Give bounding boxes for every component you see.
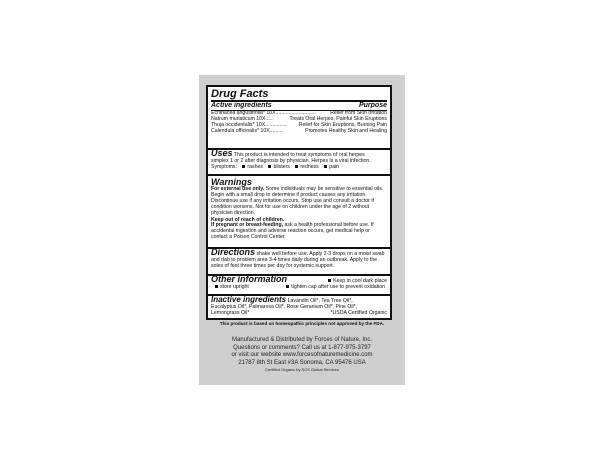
pregnancy-warning (211, 223, 387, 241)
symptom-item: pain (329, 163, 340, 170)
symptom-item: redness (300, 163, 319, 170)
dot-leader: ............... (265, 121, 287, 128)
other-info-item: Keep in cool dark place (333, 278, 387, 284)
symptom-item: blisters (273, 163, 290, 170)
fda-disclaimer: This product is based on homeopathic principles not approved by the FDA. (219, 321, 385, 326)
uses-heading: Uses (211, 150, 233, 158)
ingredient-purpose: Relief from Skin Irritation (330, 110, 387, 116)
uses-text-1: This product is intended to treat symptoms of oral herpes (233, 152, 365, 158)
ingredient-name: Natrum muriaticum 10X (211, 115, 266, 122)
manufacturer-info (199, 337, 405, 373)
other-info-item: store upright (220, 283, 249, 290)
ingredient-purpose: Promotes Healthy Skin and Healing (305, 127, 387, 134)
ingredient-name: Calendula officinalis* 10X (211, 127, 270, 134)
manufacturer-line-1: Manufactured & Distributed by Forces of Nature, Inc. (231, 337, 373, 343)
bullet-icon (215, 285, 218, 288)
external-use-warning (211, 187, 387, 217)
drug-facts-panel (206, 85, 392, 320)
ingredient-purpose: Relief for Skin Eruptions, Burning Pain (298, 121, 387, 128)
uses-text-2: simplex 1 or 2 after diagnosis by physician. Herpes is a viral infection. (211, 157, 371, 164)
other-info-row (211, 285, 387, 291)
manufacturer-line-2: Questions or comments? Call us at 1-877-975-3797 (233, 344, 371, 351)
directions-section (208, 249, 390, 276)
ingredient-name: Echinacea angustifolia* 10X (211, 110, 276, 116)
pregnancy-text: ask a health professional before use. If accidental ingestion and adverse reaction occurs, get medical help or contact a Poison Control Center. (211, 222, 374, 241)
active-row (211, 129, 387, 135)
symptom-item: rashes (247, 163, 263, 170)
manufacturer-line-4: 21787 8th St East #3A Sonoma, CA 95476 USA (238, 359, 366, 366)
active-ingredients-section (208, 87, 390, 150)
drug-facts-title: Drug Facts (211, 88, 387, 102)
inactive-line-1: Lavandin Oil*, Tea Tree Oil*, (286, 298, 353, 304)
ingredient-name: Thuja occidentalis* 10X (211, 121, 266, 128)
symptoms-label: Symptoms: (211, 163, 237, 170)
organic-note: *USDA Certified Organic (330, 309, 387, 316)
product-label (199, 75, 405, 385)
warnings-section (208, 176, 390, 249)
inactive-heading: Inactive ingredients (211, 296, 287, 304)
bullet-icon (242, 165, 245, 168)
external-use-text: Some individuals may be sensitive to essential oils. Begin with a small drop to determine if product causes any irritation. Discontinue use if any irritation occurs. Stop use and consult a doctor if condition worsens. Not for use on children under the age of 2 without physician direction. (211, 186, 384, 216)
inactive-line-3a: Lemongrass Oil* (211, 309, 250, 316)
bullet-icon (328, 279, 331, 282)
bullet-icon (324, 165, 327, 168)
directions-heading: Directions (211, 249, 256, 257)
dot-leader: ............................ (275, 110, 316, 116)
bullet-icon (286, 285, 289, 288)
dot-leader: ......... (269, 127, 283, 134)
symptoms-row (211, 165, 387, 171)
manufacturer-line-3: or visit our website www.forcesofnaturemedicine.com (231, 352, 373, 359)
inactive-line-2: Eucalyptus Oil*, Palmarosa Oil*, Rose Geranium Oil*, Pine Oil*, (211, 303, 358, 310)
ingredient-purpose: Treats Oral Herpes, Painful Skin Eruptions (289, 115, 387, 122)
bullet-icon (295, 165, 298, 168)
inactive-line-3 (211, 311, 387, 317)
dot-leader: ..... (265, 115, 273, 122)
external-use-lead: For external use only. (211, 186, 265, 192)
bullet-icon (268, 165, 271, 168)
uses-section (208, 150, 390, 176)
other-info-section (208, 276, 390, 296)
purpose-heading: Purpose (358, 102, 387, 109)
warnings-heading: Warnings (211, 177, 252, 187)
active-heading: Active ingredients (211, 102, 272, 109)
other-info-heading: Other information (211, 276, 287, 284)
pregnancy-lead: If pregnant or breast-feeding, (211, 222, 284, 229)
inactive-ingredients-section (208, 296, 390, 318)
certification-note: Certified Organic by SCS Global Services (265, 367, 339, 373)
children-warning: Keep out of reach of children. (211, 216, 285, 223)
directions-text: shake well before use. Apply 2-3 drops on a moist swab and dab to problem area 3-4 times daily during an outbreak. Apply to the soles of feet three times per day for systemic support. (211, 251, 385, 269)
other-info-item: tighten cap after use to prevent oxidation (291, 283, 385, 290)
